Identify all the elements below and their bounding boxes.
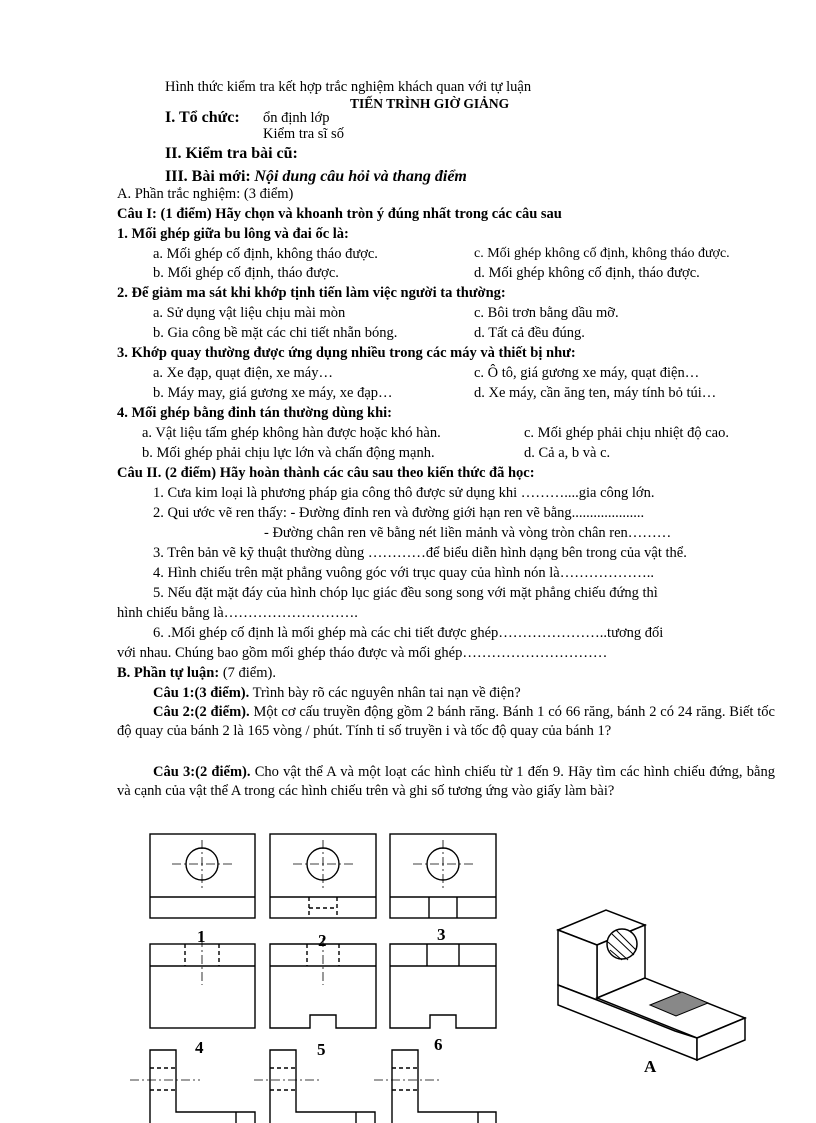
essay-q1-text: Trình bày rõ các nguyên nhân tai nạn về điện? [252, 685, 521, 701]
part-a-title: A. Phần trắc nghiệm: [117, 186, 241, 202]
question-ii-label: Câu II. (2 điểm) Hãy hoàn thành các câu sau theo kiến thức đã học: [117, 465, 535, 481]
fill-2: 2. Qui ước vẽ ren thấy: - Đường đỉnh ren và đường giới hạn ren vẽ bằng.................... [153, 505, 645, 521]
essay-q2 [117, 703, 775, 741]
mcq-1-option-b: b. Mối ghép cố định, tháo được. [153, 265, 339, 281]
part-a-points: (3 điểm) [243, 186, 294, 202]
mcq-3-option-d: d. Xe máy, cần ăng ten, máy tính bỏ túi… [474, 385, 717, 401]
mcq-2-option-d: d. Tất cả đều đúng. [474, 325, 585, 341]
view-3-drawing [390, 834, 496, 918]
object-a-isometric [558, 910, 745, 1060]
part-b-heading [117, 664, 276, 682]
view-label-3: 3 [437, 925, 446, 944]
mcq-4-option-d: d. Cả a, b và c. [524, 445, 611, 461]
mcq-3-question: 3. Khớp quay thường được ứng dụng nhiều trong các máy và thiết bị như: [117, 345, 576, 361]
essay-q2-label: Câu 2:(2 điểm). [153, 704, 250, 720]
mcq-1-option-d: d. Mối ghép không cố định, tháo được. [474, 265, 700, 281]
view-6-drawing [390, 944, 496, 1028]
mcq-3-option-a: a. Xe đạp, quạt điện, xe máy… [153, 365, 333, 381]
view-4-drawing [150, 938, 255, 1028]
essay-q2-text: Một cơ cấu truyền động gồm 2 bánh răng. Bánh 1 có 66 răng, bánh 2 có 24 răng. Biết tốc độ quay của bánh 2 là 165 vòng / phút. Tính tỉ số truyền i và tốc độ quay của bánh 1? [117, 704, 775, 739]
fill-6b: với nhau. Chúng bao gồm mối ghép tháo được và mối ghép………………………… [117, 645, 608, 661]
mcq-2-question: 2. Để giảm ma sát khi khớp tịnh tiến làm việc người ta thường: [117, 285, 506, 301]
section-1-item-a: ổn định lớp [263, 110, 330, 126]
mcq-2-option-c: c. Bôi trơn bằng dầu mỡ. [474, 305, 619, 321]
mcq-4-option-a: a. Vật liệu tấm ghép không hàn được hoặc khó hàn. [142, 425, 441, 441]
part-b-points: (7 điểm). [222, 665, 276, 681]
exam-form-line: Hình thức kiểm tra kết hợp trắc nghiệm khách quan với tự luận [165, 79, 532, 95]
mcq-2-option-a: a. Sử dụng vật liệu chịu mài mòn [153, 305, 346, 321]
mcq-2-option-b: b. Gia công bề mặt các chi tiết nhẵn bóng. [153, 325, 398, 341]
mcq-1-question: 1. Mối ghép giữa bu lông và đai ốc là: [117, 226, 349, 242]
section-1-label: I. Tổ chức: [165, 109, 240, 126]
mcq-1-option-c: c. Mối ghép không cố định, không tháo được. [474, 246, 730, 261]
fill-4: 4. Hình chiếu trên mặt phẳng vuông góc với trục quay của hình nón là……………….. [153, 565, 654, 581]
view-label-4: 4 [195, 1038, 204, 1057]
section-2-label: II. Kiểm tra bài cũ: [165, 145, 298, 162]
mcq-1-option-a: a. Mối ghép cố định, không tháo được. [153, 246, 378, 262]
fill-2b: - Đường chân ren vẽ bằng nét liền mảnh và vòng tròn chân ren……… [264, 525, 672, 541]
view-7-drawing [130, 1050, 255, 1123]
fill-3: 3. Trên bản vẽ kỹ thuật thường dùng …………để biểu diễn hình dạng bên trong của vật thể. [153, 545, 687, 561]
section-3-title: Nội dung câu hỏi và thang điểm [254, 168, 467, 185]
essay-q1 [153, 684, 521, 702]
question-i-label: Câu I: (1 điểm) Hãy chọn và khoanh tròn ý đúng nhất trong các câu sau [117, 206, 562, 222]
fill-6: 6. .Mối ghép cố định là mối ghép mà các chi tiết được ghép…………………..tương đối [153, 625, 664, 641]
section-1-item-b: Kiểm tra sĩ số [263, 126, 344, 142]
projection-figure [0, 820, 816, 1123]
view-label-1: 1 [197, 927, 206, 946]
essay-q1-label: Câu 1:(3 điểm). [153, 685, 250, 701]
fill-5: 5. Nếu đặt mặt đáy của hình chóp lục giác đều song song với mặt phẳng chiếu đứng thì [153, 585, 658, 601]
mcq-4-option-c: c. Mối ghép phải chịu nhiệt độ cao. [524, 425, 729, 441]
mcq-4-option-b: b. Mối ghép phải chịu lực lớn và chấn động mạnh. [142, 445, 435, 461]
progress-title: TIẾN TRÌNH GIỜ GIẢNG [350, 96, 510, 111]
essay-q3 [117, 763, 775, 801]
view-label-5: 5 [317, 1040, 326, 1059]
essay-q3-label: Câu 3:(2 điểm). [153, 764, 251, 780]
section-3-heading [165, 168, 467, 186]
mcq-3-option-b: b. Máy may, giá gương xe máy, xe đạp… [153, 385, 393, 401]
view-label-2: 2 [318, 931, 327, 950]
mcq-4-question: 4. Mối ghép bằng đinh tán thường dùng khi: [117, 405, 393, 421]
object-a-label: A [644, 1057, 657, 1076]
fill-1: 1. Cưa kim loại là phương pháp gia công thô được sử dụng khi ………....gia công lớn. [153, 485, 655, 501]
part-b-title: B. Phần tự luận: [117, 665, 220, 681]
view-label-6: 6 [434, 1035, 443, 1054]
fill-5b: hình chiếu bằng là………………………. [117, 605, 358, 621]
view-2-drawing [270, 834, 376, 918]
section-3-label: III. Bài mới: [165, 168, 251, 185]
view-1-drawing [150, 834, 255, 918]
mcq-3-option-c: c. Ô tô, giá gương xe máy, quạt điện… [474, 365, 700, 381]
part-a-heading [117, 185, 293, 203]
view-5-drawing [270, 938, 376, 1028]
view-8-drawing [254, 1050, 375, 1123]
essay-q3-text: Cho vật thể A và một loạt các hình chiếu từ 1 đến 9. Hãy tìm các hình chiếu đứng, bằng và cạnh của vật thể A trong các hình chiếu trên và ghi số tương ứng vào giấy làm bài? [117, 764, 775, 799]
view-9-drawing [374, 1050, 496, 1123]
